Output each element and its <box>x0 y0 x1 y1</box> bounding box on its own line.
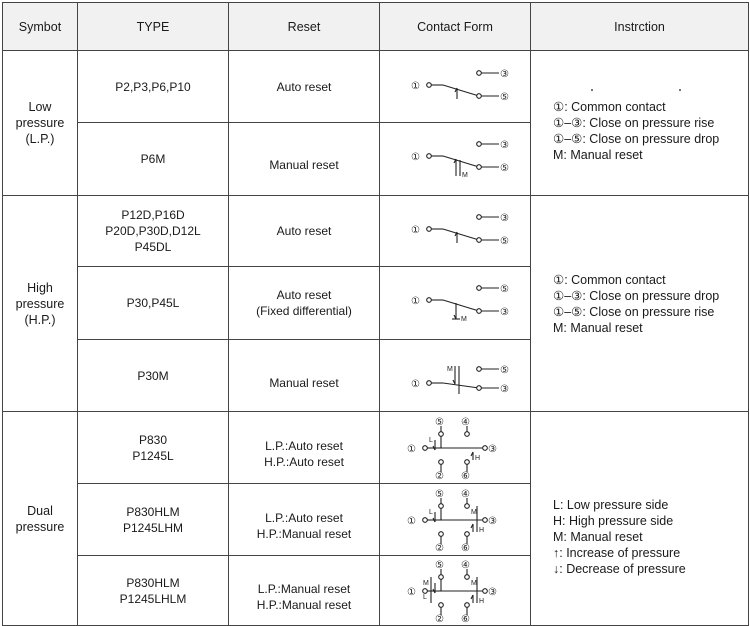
svg-text:①: ① <box>411 80 420 92</box>
reset-cell: L.P.:Manual reset H.P.:Manual reset <box>229 556 380 626</box>
svg-text:⑤: ⑤ <box>500 284 509 295</box>
svg-text:⑥: ⑥ <box>461 470 470 480</box>
header-row <box>3 3 749 51</box>
svg-text:③: ③ <box>500 140 509 151</box>
type-cell: P2,P3,P6,P10 <box>78 51 229 123</box>
svg-text:①: ① <box>407 586 416 598</box>
svg-text:①: ① <box>411 296 420 307</box>
contact-diagram-hp-auto-icon <box>395 203 515 259</box>
reset-cell: L.P.:Auto reset H.P.:Manual reset <box>229 484 380 556</box>
header-reset: Reset <box>229 3 380 51</box>
svg-text:⑥: ⑥ <box>461 542 470 552</box>
svg-text:M: M <box>471 508 477 516</box>
svg-text:③: ③ <box>500 213 509 224</box>
reset-cell: Auto reset <box>229 51 380 123</box>
stray-dots <box>553 83 744 99</box>
svg-text:④: ④ <box>461 416 470 428</box>
svg-text:⑤: ⑤ <box>435 559 444 571</box>
high-pressure-symbol: High pressure (H.P.) <box>3 196 78 412</box>
contact-diagram <box>380 267 531 340</box>
svg-text:③: ③ <box>488 443 497 455</box>
table-row <box>3 51 749 123</box>
svg-text:⑤: ⑤ <box>435 416 444 428</box>
svg-text:⑤: ⑤ <box>500 163 509 174</box>
type-cell: P830HLM P1245LHLM <box>78 556 229 626</box>
svg-text:①: ① <box>411 225 420 236</box>
contact-diagram <box>380 412 531 484</box>
reset-cell: Manual reset <box>229 340 380 412</box>
svg-text:M: M <box>462 172 468 179</box>
svg-text:M: M <box>471 579 477 587</box>
svg-text:L: L <box>423 593 427 601</box>
contact-diagram-hp-fixed-icon <box>395 273 515 333</box>
contact-diagram <box>380 484 531 556</box>
dual-pressure-symbol: Dual pressure <box>3 412 78 626</box>
high-pressure-instructions: ①: Common contact ①–③: Close on pressure drop ①–⑤: Close on pressure rise M: Manual reset <box>531 196 749 412</box>
svg-text:⑥: ⑥ <box>461 613 470 623</box>
reset-cell: Auto reset (Fixed differential) <box>229 267 380 340</box>
svg-text:③: ③ <box>500 68 509 80</box>
type-cell: P30M <box>78 340 229 412</box>
svg-text:②: ② <box>435 470 444 480</box>
svg-text:H: H <box>479 597 485 605</box>
reset-cell: Auto reset <box>229 196 380 267</box>
contact-diagram <box>380 196 531 267</box>
svg-text:⑤: ⑤ <box>435 488 444 500</box>
low-pressure-symbol: Low pressure (L.P.) <box>3 51 78 196</box>
type-cell: P6M <box>78 123 229 196</box>
svg-text:H: H <box>475 454 481 462</box>
svg-text:M: M <box>447 365 453 373</box>
contact-diagram-dual-hp-manual-icon <box>395 488 515 552</box>
low-pressure-instructions: ①: Common contact ①–③: Close on pressure rise ①–⑤: Close on pressure drop M: Manual reset <box>531 51 749 196</box>
svg-text:②: ② <box>435 542 444 552</box>
header-symbol: Symbot <box>3 3 78 51</box>
dual-pressure-instructions: L: Low pressure side H: High pressure side M: Manual reset ↑: Increase of pressure ↓: Decrease of pressure <box>531 412 749 626</box>
contact-diagram <box>380 556 531 626</box>
contact-diagram <box>380 123 531 196</box>
table-row <box>3 412 749 484</box>
contact-diagram-hp-manual-icon <box>395 346 515 406</box>
svg-text:③: ③ <box>500 307 509 318</box>
svg-text:①: ① <box>411 378 420 390</box>
type-cell: P12D,P16D P20D,P30D,D12L P45DL <box>78 196 229 267</box>
svg-text:③: ③ <box>488 515 497 527</box>
contact-diagram-dual-auto-icon <box>395 416 515 480</box>
header-type: TYPE <box>78 3 229 51</box>
svg-text:③: ③ <box>500 383 509 395</box>
svg-text:④: ④ <box>461 488 470 500</box>
type-cell: P830 P1245L <box>78 412 229 484</box>
svg-text:①: ① <box>407 443 416 455</box>
svg-text:M: M <box>423 579 429 587</box>
header-instruction: Instrction <box>531 3 749 51</box>
svg-text:L: L <box>429 436 433 444</box>
svg-text:⑤: ⑤ <box>500 236 509 247</box>
svg-text:④: ④ <box>461 559 470 571</box>
contact-diagram <box>380 51 531 123</box>
svg-text:①: ① <box>407 515 416 527</box>
pressure-switch-spec-table <box>2 2 749 626</box>
type-cell: P30,P45L <box>78 267 229 340</box>
reset-cell: L.P.:Auto reset H.P.:Auto reset <box>229 412 380 484</box>
svg-text:H: H <box>479 526 485 534</box>
svg-text:⑤: ⑤ <box>500 364 509 376</box>
reset-cell: Manual reset <box>229 123 380 196</box>
svg-text:M: M <box>461 316 467 323</box>
svg-text:L: L <box>429 508 433 516</box>
header-contact-form: Contact Form <box>380 3 531 51</box>
table-row <box>3 196 749 267</box>
svg-text:③: ③ <box>488 586 497 598</box>
contact-diagram-dual-manual-icon <box>395 559 515 623</box>
contact-diagram-lp-manual-icon <box>395 129 515 189</box>
svg-text:①: ① <box>411 152 420 163</box>
contact-diagram <box>380 340 531 412</box>
svg-text:②: ② <box>435 613 444 623</box>
type-cell: P830HLM P1245LHM <box>78 484 229 556</box>
contact-diagram-lp-auto-icon <box>395 59 515 115</box>
svg-text:⑤: ⑤ <box>500 91 509 103</box>
